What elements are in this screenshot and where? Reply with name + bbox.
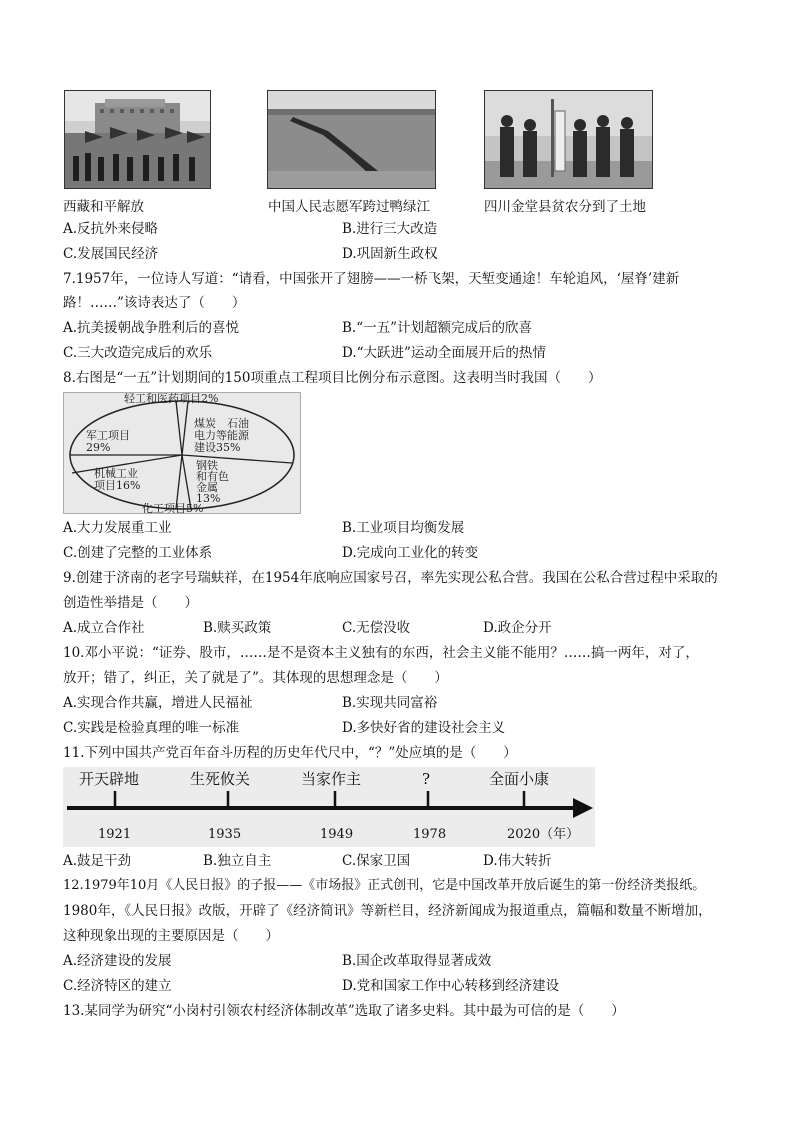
q7-option-b[interactable]: B.“一五”计划超额完成后的欣喜 [342,320,533,336]
timeline-svg [63,767,595,847]
photo-caption-yalu: 中国人民志愿军跨过鸭绿江 [268,199,430,215]
q12-stem-line2: 1980年，《人民日报》改版，开辟了《经济简讯》等新栏目，经济新闻成为报道重点，篇幅和数量不断增加， [63,903,712,919]
q6-option-d[interactable]: D.巩固新生政权 [342,246,438,262]
pie-label-steel-4: 13% [196,492,221,505]
q9-stem-line1: 9.创建于济南的老字号瑞蚨祥，在1954年底响应国家号召，率先实现公私合营。我国在公私合营过程中采取的 [63,570,718,586]
q11-stem-line1: 11.下列中国共产党百年奋斗历程的历史年代尺中，“？”处应填的是（ ） [63,745,517,761]
q7-stem-line1: 7.1957年，一位诗人写道：“请看，中国张开了翅膀——一桥飞架，天堑变通途！车轮追风，‘屋脊’建新 [63,271,680,287]
timeline-label-2: 生死攸关 [190,770,251,788]
q6-option-b[interactable]: B.进行三大改造 [342,221,438,237]
q13-stem-line1: 13.某同学为研究“小岗村引领农村经济体制改革”选取了诸多史料。其中最为可信的是（ ） [63,1003,625,1019]
q8-option-a[interactable]: A.大力发展重工业 [63,520,172,536]
q8-option-c[interactable]: C.创建了完整的工业体系 [63,545,213,561]
pie-label-energy-3: 建设35% [194,441,241,454]
photo-caption-land-reform: 四川金堂县贫农分到了土地 [484,199,646,215]
q8-pie-diagram [63,392,301,514]
q8-option-b[interactable]: B.工业项目均衡发展 [342,520,465,536]
timeline-year-2: 1935 [208,827,242,842]
pie-label-energy-2: 电力等能源 [194,429,249,442]
q12-option-d[interactable]: D.党和国家工作中心转移到经济建设 [342,978,560,994]
q11-option-d[interactable]: D.伟大转折 [483,853,552,869]
tibet-photo-image [65,91,210,188]
yalu-photo-image [268,91,435,188]
pie-label-military-name: 军工项目 [86,429,130,442]
q8-option-d[interactable]: D.完成向工业化的转变 [342,545,479,561]
photo-caption-tibet: 西藏和平解放 [63,199,144,215]
q10-option-a[interactable]: A.实现合作共赢，增进人民福祉 [63,695,253,711]
pie-label-steel-3: 金属 [196,481,218,494]
photo-tibet-liberation [64,90,211,189]
q11-option-c[interactable]: C.保家卫国 [342,853,411,869]
q10-option-b[interactable]: B.实现共同富裕 [342,695,438,711]
q9-option-c[interactable]: C.无偿没收 [342,620,411,636]
pie-label-energy-1: 煤炭 石油 [194,417,249,430]
q12-option-b[interactable]: B.国企改革取得显著成效 [342,953,492,969]
land-reform-photo-image [485,91,652,188]
q7-option-a[interactable]: A.抗美援朝战争胜利后的喜悦 [63,320,240,336]
pie-label-military-value: 29% [86,441,111,454]
q11-option-b[interactable]: B.独立自主 [203,853,272,869]
photo-yalu-river [267,90,436,189]
q10-stem-line1: 10.邓小平说：“证券、股市，……是不是资本主义独有的东西，社会主义能不能用？……搞一两年，对了， [63,645,699,661]
q6-option-a[interactable]: A.反抗外来侵略 [63,221,159,237]
pie-label-steel-1: 钢铁 [196,459,218,472]
q11-timeline [63,767,595,847]
timeline-year-4: 1978 [413,827,447,842]
pie-label-light: 轻工和医药项目2% [124,393,219,405]
q10-stem-line2: 放开；错了，纠正，关了就是了”。其体现的思想理念是（ ） [63,670,448,686]
photo-land-reform [484,90,653,189]
q7-option-c[interactable]: C.三大改造完成后的欢乐 [63,345,213,361]
q12-option-a[interactable]: A.经济建设的发展 [63,953,172,969]
q7-option-d[interactable]: D.“大跃进”运动全面展开后的热情 [342,345,546,361]
pie-chart-svg [64,393,300,513]
q9-option-a[interactable]: A.成立合作社 [63,620,145,636]
pie-label-steel-2: 和有色 [196,470,229,483]
q10-option-c[interactable]: C.实践是检验真理的唯一标准 [63,720,240,736]
timeline-year-5: 2020（年） [507,827,580,842]
q10-option-d[interactable]: D.多快好省的建设社会主义 [342,720,506,736]
q6-option-c[interactable]: C.发展国民经济 [63,246,159,262]
q12-option-c[interactable]: C.经济特区的建立 [63,978,172,994]
pie-label-chemical: 化工项目5% [142,502,204,513]
timeline-year-3: 1949 [320,827,354,842]
q7-stem-line2: 路！……”该诗表达了（ ） [63,295,246,311]
timeline-label-4: ? [422,770,431,788]
q9-option-b[interactable]: B.赎买政策 [203,620,272,636]
pie-label-machine-1: 机械工业 [94,467,138,480]
timeline-label-3: 当家作主 [301,770,362,788]
q12-stem-line3: 这种现象出现的主要原因是（ ） [63,928,279,944]
q11-option-a[interactable]: A.鼓足干劲 [63,853,132,869]
q9-stem-line2: 创造性举措是（ ） [63,595,198,611]
pie-label-machine-2: 项目16% [94,479,141,492]
timeline-label-5: 全面小康 [489,770,550,788]
timeline-label-1: 开天辟地 [79,770,140,788]
q9-option-d[interactable]: D.政企分开 [483,620,552,636]
q12-stem-line1: 12.1979年10月《人民日报》的子报——《市场报》正式创刊，它是中国改革开放后诞生的第一份经济类报纸。 [63,878,706,893]
q8-stem-line1: 8.右图是“一五”计划期间的150项重点工程项目比例分布示意图。这表明当时我国（ ） [63,370,602,386]
timeline-year-1: 1921 [98,827,132,842]
